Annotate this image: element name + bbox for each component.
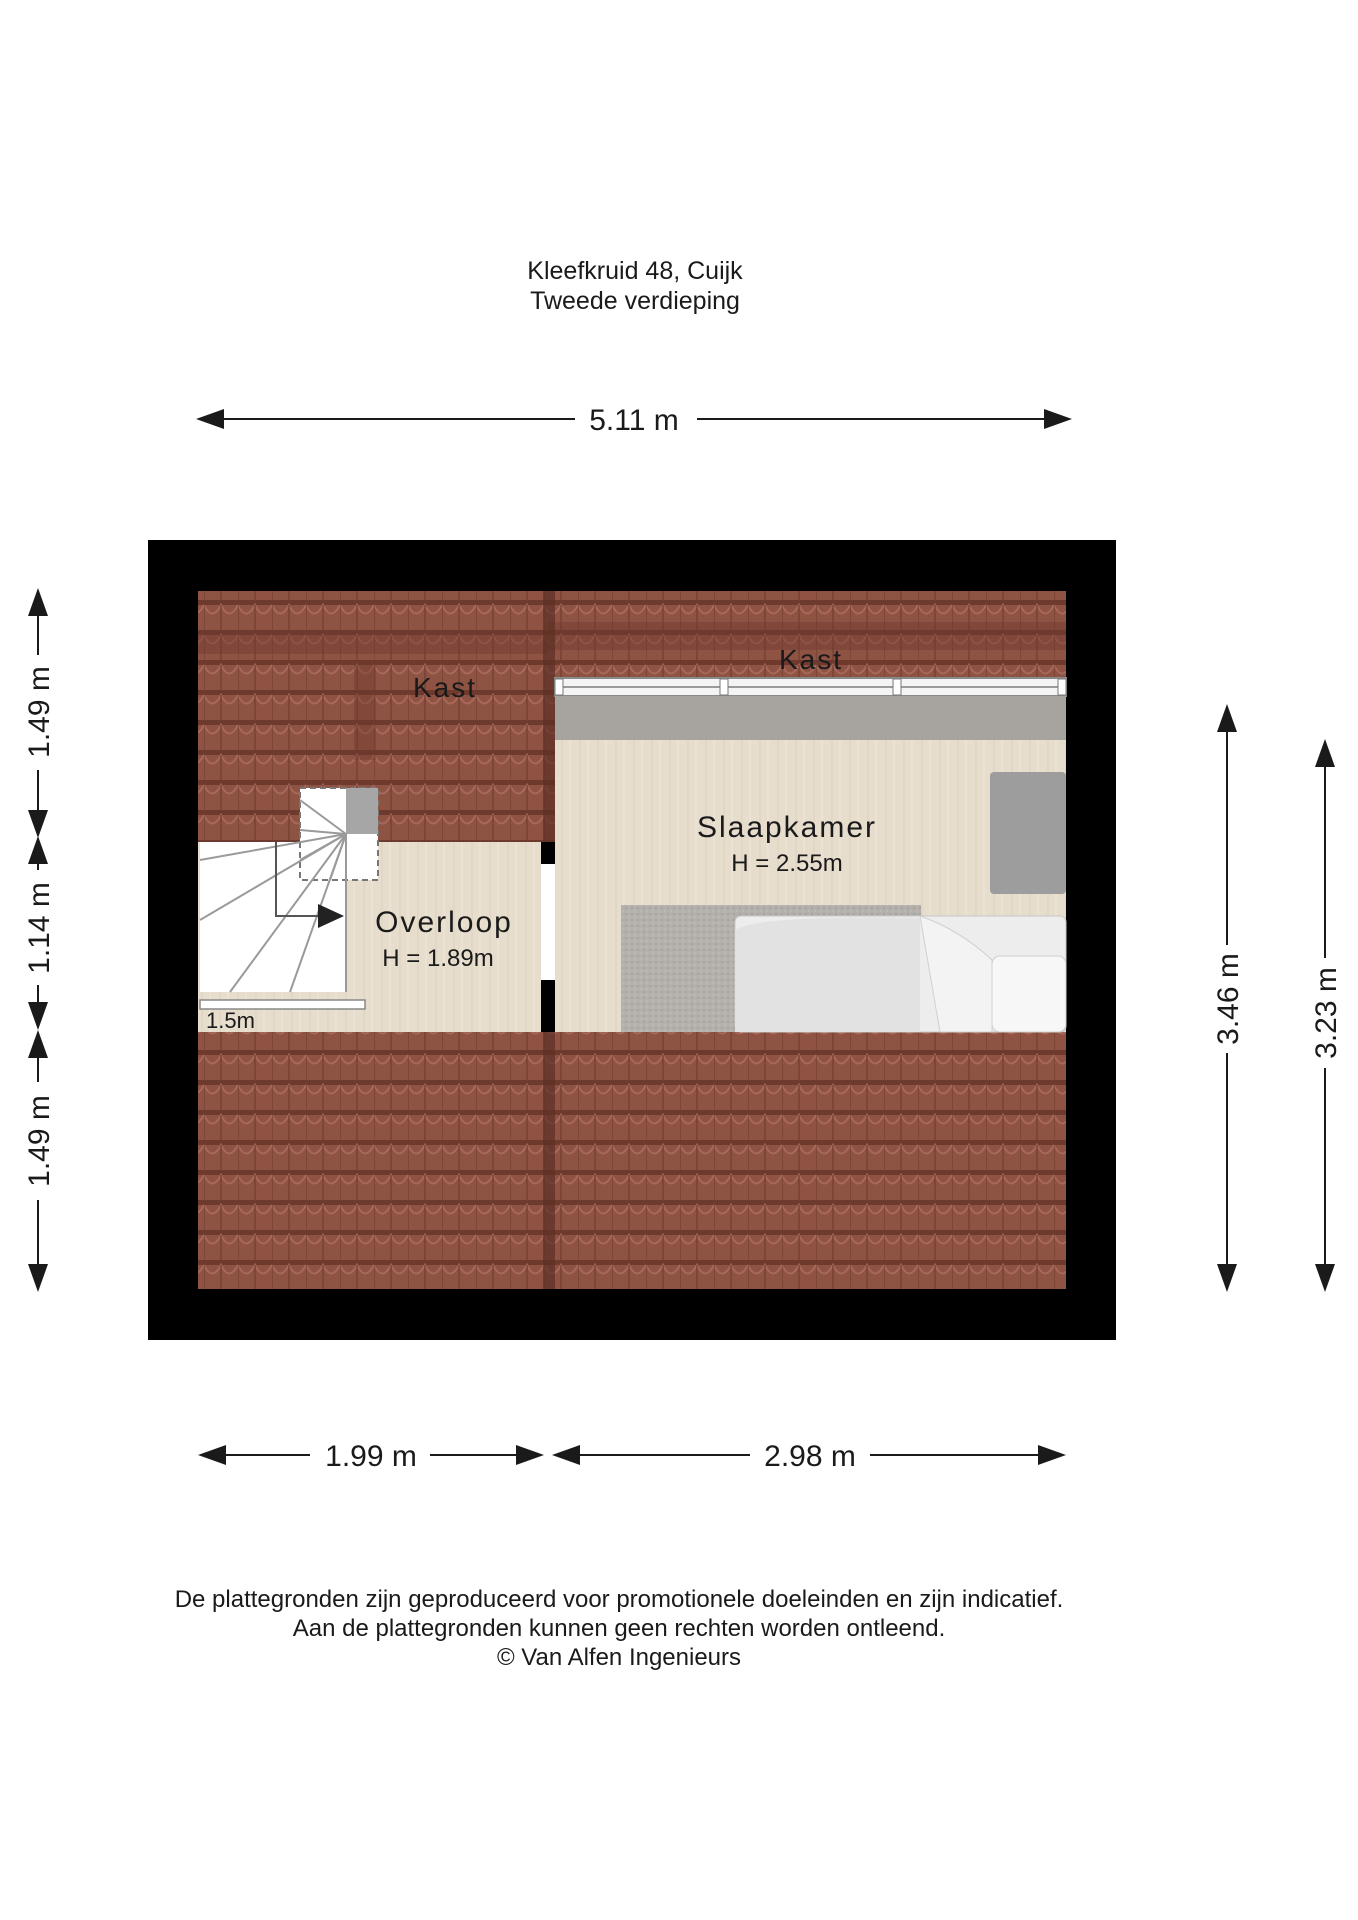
dimension-right-outer [1212,708,1245,1288]
disclaimer-line-1: De plattegronden zijn geproduceerd voor promotionele doeleinden en zijn indicatief. [174,1586,1064,1613]
dimension-left-top [23,592,56,834]
copyright: © Van Alfen Ingenieurs [496,1644,742,1671]
dimension-bottom-right [556,1440,1062,1473]
kast-right-label: Kast [778,644,844,675]
dimension-right-inner-label: 3.23 m [1310,967,1343,1059]
wardrobe-shelf [555,696,1066,740]
dimension-left-bottom [23,1034,56,1288]
disclaimer [0,1585,1238,1672]
stair-height-marker: 1.5m [206,1008,255,1033]
kast-left-label: Kast [412,672,478,703]
dimension-bottom-left [202,1440,540,1473]
dimension-top [200,404,1068,437]
disclaimer-line-2: Aan de plattegronden kunnen geen rechten worden ontleend. [292,1615,946,1642]
dimension-left-top-label: 1.49 m [23,666,56,758]
slaapkamer-name: Slaapkamer [696,811,878,844]
pillow [992,956,1066,1032]
floor-title: Tweede verdieping [530,287,740,315]
dimension-right-outer-label: 3.46 m [1212,953,1245,1045]
address-title: Kleefkruid 48, Cuijk [527,257,743,285]
dimension-bottom-right-label: 2.98 m [764,1440,856,1473]
slaapkamer-height: H = 2.55m [731,850,843,877]
dimension-left-middle-label: 1.14 m [23,882,56,974]
dimension-left-middle [23,840,56,1026]
overloop-name: Overloop [375,906,513,939]
overloop-height: H = 1.89m [382,945,494,972]
dimension-bottom-left-label: 1.99 m [325,1440,417,1473]
side-cabinet [990,772,1066,894]
dimension-top-label: 5.11 m [589,404,679,437]
dimension-left-bottom-label: 1.49 m [23,1095,56,1187]
dimension-right-inner [1310,743,1343,1288]
